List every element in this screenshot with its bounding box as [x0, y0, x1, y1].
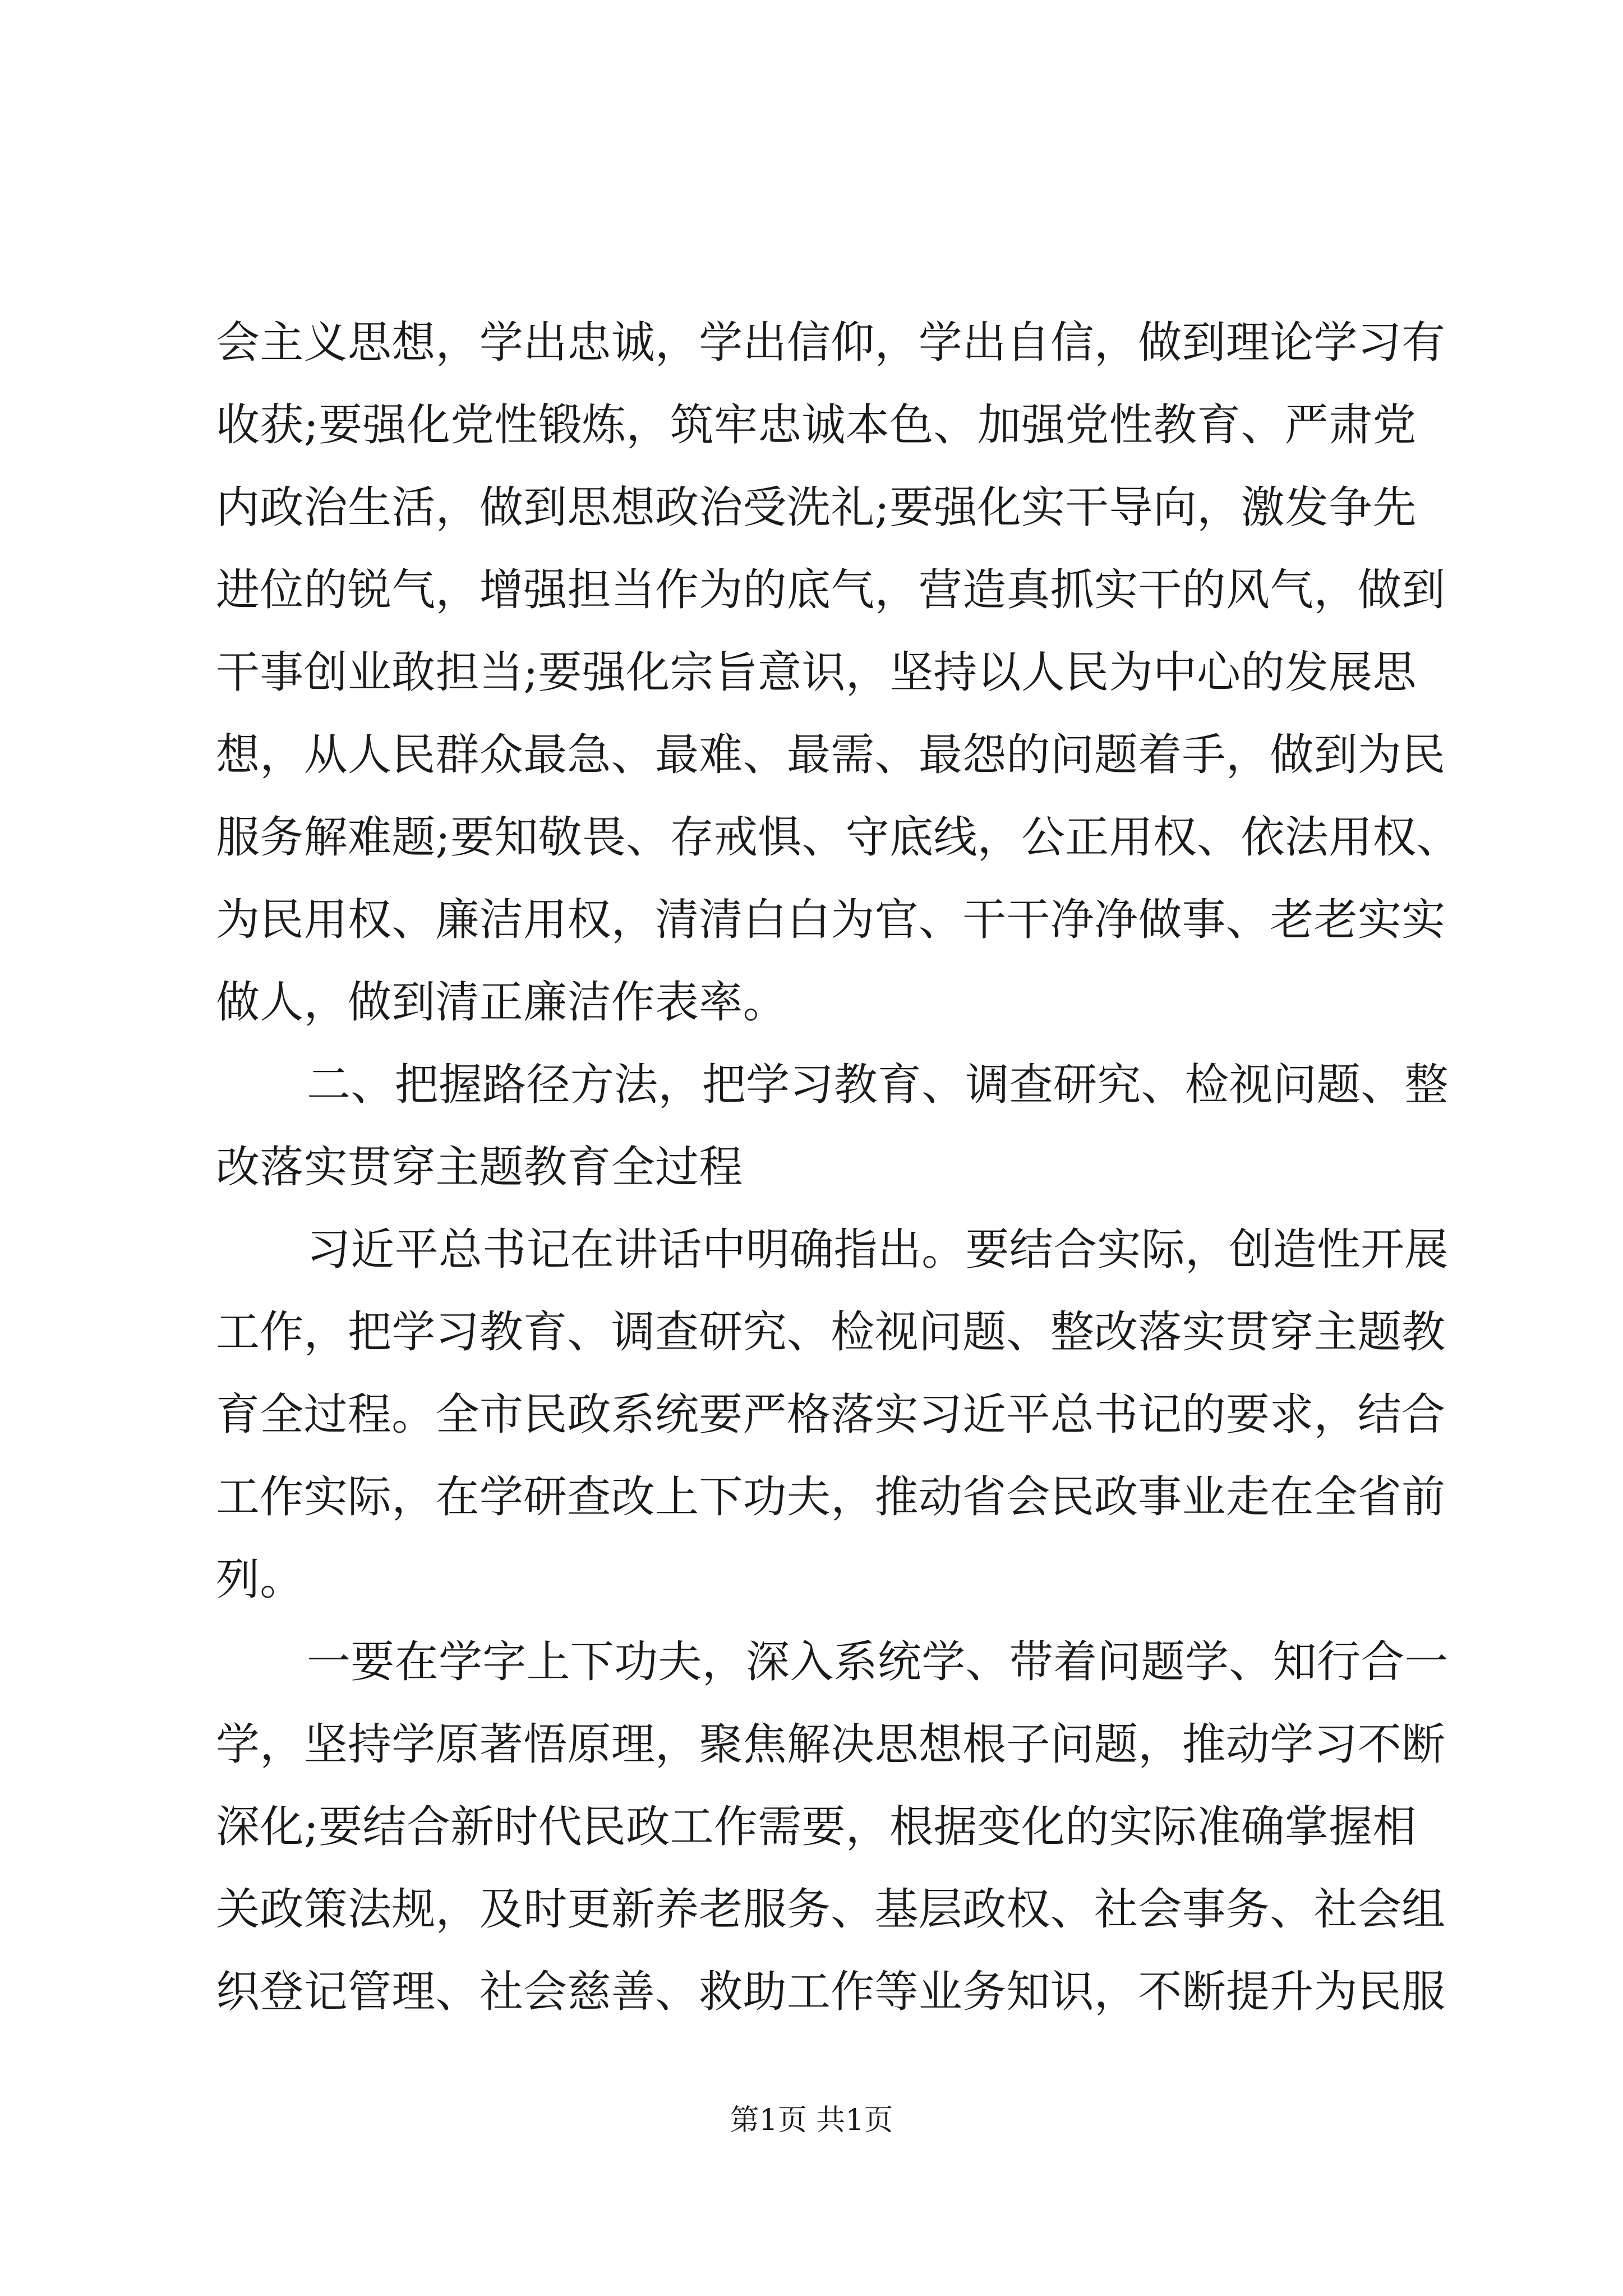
text-line: 想，从人民群众最急、最难、最需、最怨的问题着手，做到为民	[216, 730, 1446, 780]
text-line: 列。	[216, 1554, 304, 1605]
text-line: 做人，做到清正廉洁作表率。	[216, 977, 787, 1028]
text-line: 织登记管理、社会慈善、救助工作等业务知识，不断提升为民服	[216, 1967, 1446, 2017]
text-line: 服务解难题;要知敬畏、存戒惧、守底线，公正用权、依法用权、	[216, 812, 1460, 863]
text-line: 深化;要结合新时代民政工作需要，根据变化的实际准确掌握相	[216, 1802, 1417, 1852]
text-line: 习近平总书记在讲话中明确指出。要结合实际，创造性开展	[307, 1225, 1449, 1275]
text-line: 收获;要强化党性锻炼，筑牢忠诚本色、加强党性教育、严肃党	[216, 400, 1417, 450]
text-line: 为民用权、廉洁用权，清清白白为官、干干净净做事、老老实实	[216, 895, 1446, 945]
text-line: 学，坚持学原著悟原理，聚焦解决思想根子问题，推动学习不断	[216, 1719, 1446, 1770]
text-line: 内政治生活，做到思想政治受洗礼;要强化实干导向，激发争先	[216, 482, 1417, 533]
text-line: 工作，把学习教育、调查研究、检视问题、整改落实贯穿主题教	[216, 1307, 1446, 1358]
text-line: 干事创业敢担当;要强化宗旨意识，坚持以人民为中心的发展思	[216, 647, 1417, 698]
document-body	[216, 302, 1460, 2033]
text-line: 工作实际，在学研查改上下功夫，推动省会民政事业走在全省前	[216, 1472, 1446, 1522]
text-line: 育全过程。全市民政系统要严格落实习近平总书记的要求，结合	[216, 1389, 1446, 1440]
text-line: 一要在学字上下功夫，深入系统学、带着问题学、知行合一	[307, 1637, 1449, 1687]
text-line: 关政策法规，及时更新养老服务、基层政权、社会事务、社会组	[216, 1884, 1446, 1935]
section-heading-line: 改落实贯穿主题教育全过程	[216, 1142, 743, 1193]
section-heading-line: 二、把握路径方法，把学习教育、调查研究、检视问题、整	[307, 1060, 1449, 1110]
text-line: 会主义思想，学出忠诚，学出信仰，学出自信，做到理论学习有	[216, 318, 1446, 368]
text-line: 进位的锐气，增强担当作为的底气，营造真抓实干的风气，做到	[216, 565, 1446, 615]
page-number-footer: 第1页 共1页	[730, 2104, 893, 2137]
